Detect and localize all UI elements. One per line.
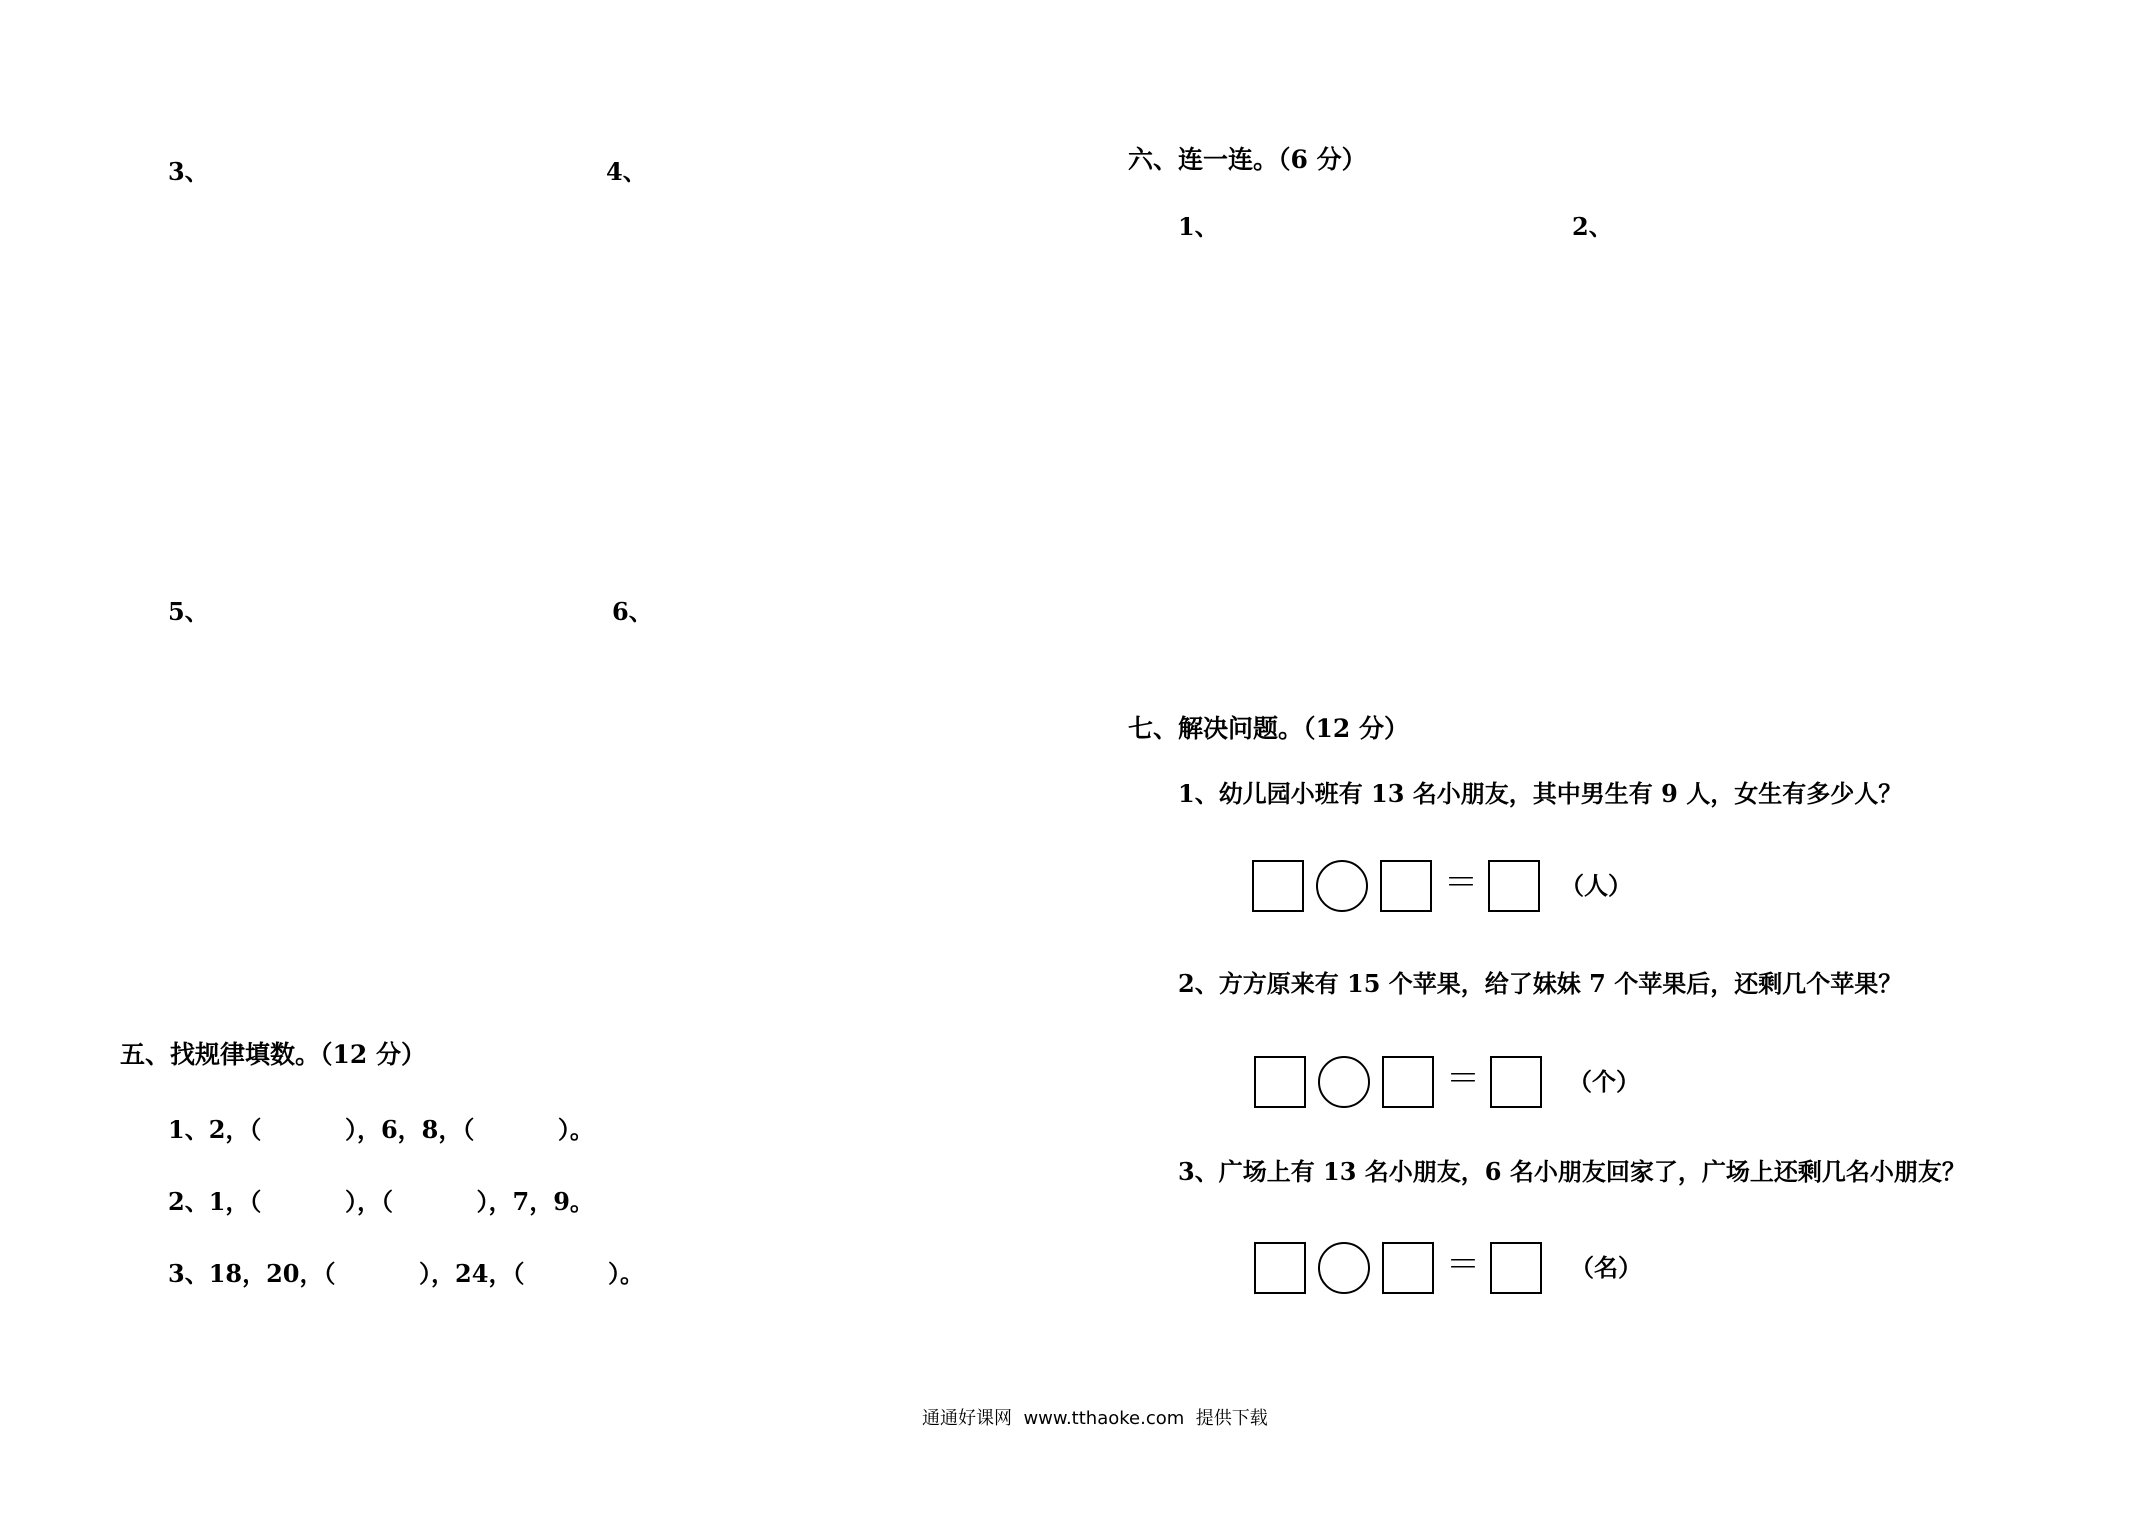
footer-credit: 通通好课网 www.tthaoke.com 提供下载 xyxy=(922,1408,1268,1429)
unit-label: （名） xyxy=(1570,1253,1642,1282)
matching-label-2: 2、 xyxy=(1572,212,1613,241)
question-label-5: 5、 xyxy=(168,597,209,626)
answer-box[interactable] xyxy=(1380,860,1432,912)
operator-circle[interactable] xyxy=(1318,1056,1370,1108)
result-box[interactable] xyxy=(1490,1056,1542,1108)
question-label-3: 3、 xyxy=(168,157,209,186)
result-box[interactable] xyxy=(1488,860,1540,912)
equals-sign: ＝ xyxy=(1446,1245,1480,1285)
sequence-item-2: 2、1，（ ），（ ），7，9。 xyxy=(168,1187,594,1216)
answer-box[interactable] xyxy=(1382,1056,1434,1108)
sequence-item-3: 3、18，20，（ ），24，（ ）。 xyxy=(168,1259,645,1288)
equals-sign: ＝ xyxy=(1444,863,1478,903)
problem-1-text: 1、幼儿园小班有 13 名小朋友，其中男生有 9 人，女生有多少人？ xyxy=(1178,779,1903,808)
answer-box[interactable] xyxy=(1382,1242,1434,1294)
answer-box[interactable] xyxy=(1254,1056,1306,1108)
problem-3-text: 3、广场上有 13 名小朋友，6 名小朋友回家了，广场上还剩几名小朋友？ xyxy=(1178,1157,1966,1186)
answer-box[interactable] xyxy=(1254,1242,1306,1294)
section-7-title: 七、解决问题。（12 分） xyxy=(1128,714,1409,743)
question-label-6: 6、 xyxy=(612,597,653,626)
operator-circle[interactable] xyxy=(1316,860,1368,912)
result-box[interactable] xyxy=(1490,1242,1542,1294)
answer-box[interactable] xyxy=(1252,860,1304,912)
section-6-title: 六、连一连。（6 分） xyxy=(1128,145,1367,174)
operator-circle[interactable] xyxy=(1318,1242,1370,1294)
matching-label-1: 1、 xyxy=(1178,212,1219,241)
unit-label: （个） xyxy=(1568,1067,1640,1096)
sequence-item-1: 1、2，（ ），6，8，（ ）。 xyxy=(168,1115,594,1144)
section-5-title: 五、找规律填数。（12 分） xyxy=(120,1040,426,1069)
problem-2-text: 2、方方原来有 15 个苹果，给了妹妹 7 个苹果后，还剩几个苹果？ xyxy=(1178,969,1903,998)
unit-label: （人） xyxy=(1560,871,1632,900)
question-label-4: 4、 xyxy=(606,157,647,186)
equals-sign: ＝ xyxy=(1446,1059,1480,1099)
